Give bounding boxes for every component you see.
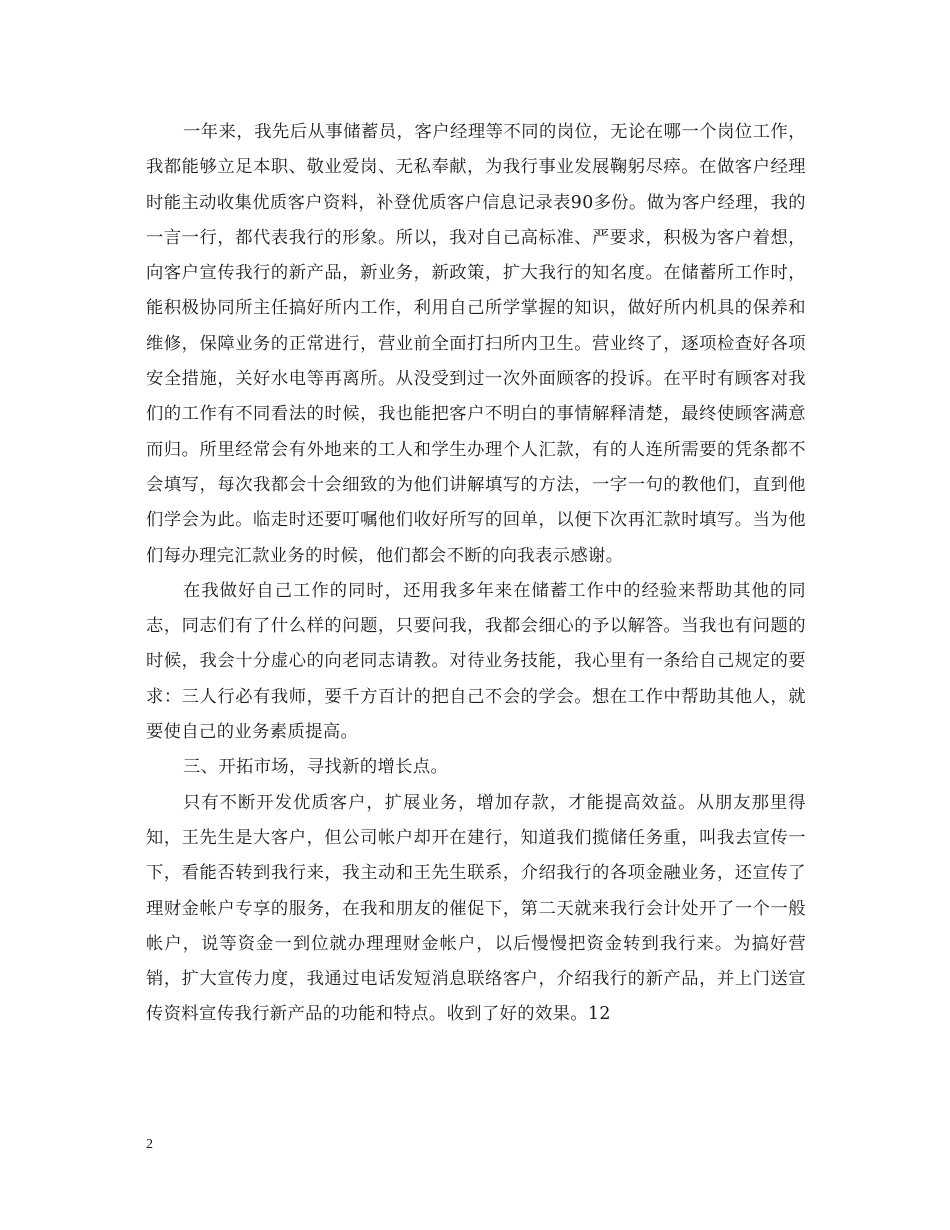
paragraph-work-experience: 一年来，我先后从事储蓄员，客户经理等不同的岗位，无论在哪一个岗位工作，我都能够立足本职、敬业爱岗、无私奉献，为我行事业发展鞠躬尽瘁。在做客户经理时能主动收集优质客户资料，补登优质客户信息记录表90多份。做为客户经理，我的一言一行，都代表我行的形象。所以，我对自己高标准、严要求，积极为客户着想，向客户宣传我行的新产品，新业务，新政策，扩大我行的知名度。在储蓄所工作时，能积极协同所主任搞好所内工作，利用自己所学掌握的知识，做好所内机具的保养和维修，保障业务的正常进行，营业前全面打扫所内卫生。营业终了，逐项检查好各项安全措施，关好水电等再离所。从没受到过一次外面顾客的投诉。在平时有顾客对我们的工作有不同看法的时候，我也能把客户不明白的事情解释清楚，最终使顾客满意而归。所里经常会有外地来的工人和学生办理个人汇款，有的人连所需要的凭条都不会填写，每次我都会十会细致的为他们讲解填写的方法，一字一句的教他们，直到他们学会为此。临走时还要叮嘱他们收好所写的回单，以便下次再汇款时填写。当为他们每办理完汇款业务的时候，他们都会不断的向我表示感谢。 [146,122,806,566]
paragraph-helping-colleagues: 在我做好自己工作的同时，还用我多年来在储蓄工作中的经验来帮助其他的同志，同志们有了什么样的问题，只要问我，我都会细心的予以解答。当我也有问题的时候，我会十分虚心的向老同志请教。对待业务技能，我心里有一条给自己规定的要求：三人行必有我师，要千方百计的把自己不会的学会。想在工作中帮助其他人，就要使自己的业务素质提高。 [146,580,806,743]
body-text [146,115,806,1033]
page-number: 2 [146,1137,153,1152]
paragraph-client-development: 只有不断开发优质客户，扩展业务，增加存款，才能提高效益。从朋友那里得知，王先生是大客户，但公司帐户却开在建行，知道我们揽储任务重，叫我去宣传一下，看能否转到我行来，我主动和王先生联系，介绍我行的各项金融业务，还宣传了理财金帐户专享的服务，在我和朋友的催促下，第二天就来我行会计处开了一个一般帐户，说等资金一到位就办理理财金帐户，以后慢慢把资金转到我行来。为搞好营销，扩大宣传力度，我通过电话发短消息联络客户，介绍我行的新产品，并上门送宣传资料宣传我行新产品的功能和特点。收到了好的效果。12 [146,792,806,1025]
section-heading-market-expansion: 三、开拓市场，寻找新的增长点。 [183,757,449,778]
